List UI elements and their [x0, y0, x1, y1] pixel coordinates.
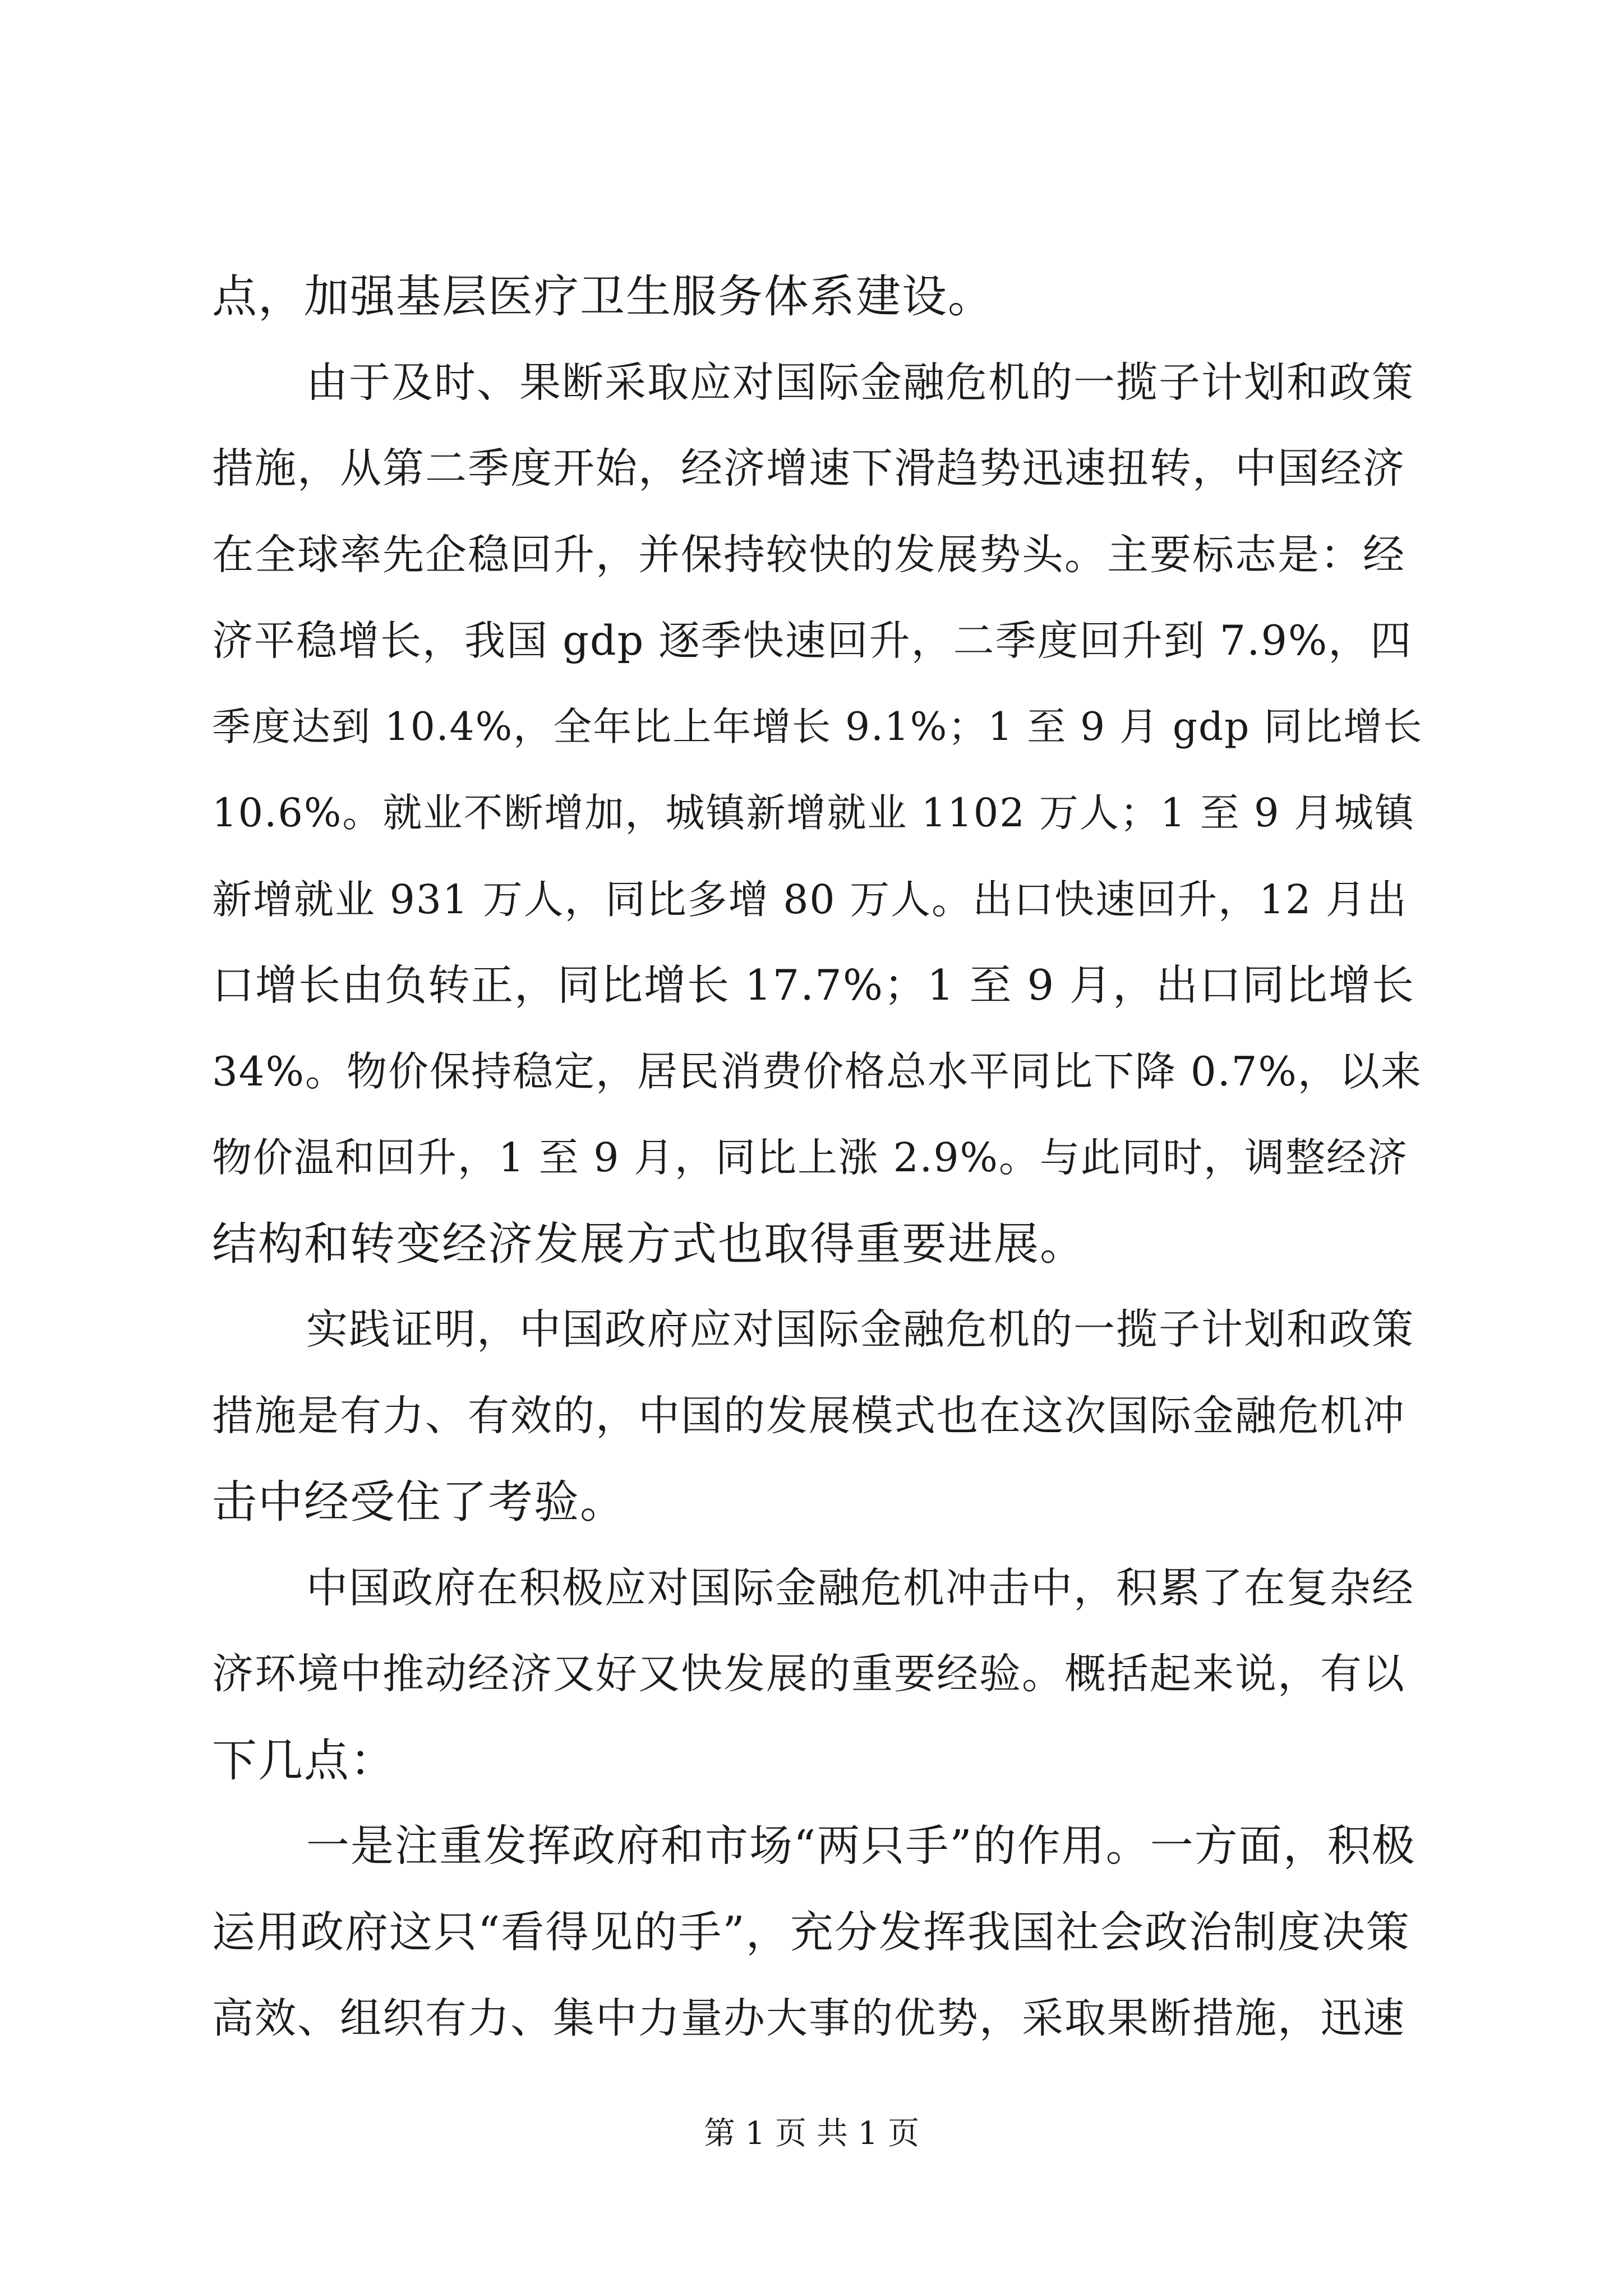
text-line: 10.6%。就业不断增加，城镇新增就业 1102 万人；1 至 9 月城镇 — [212, 790, 1415, 836]
text-line: 新增就业 931 万人，同比多增 80 万人。出口快速回升，12 月出 — [212, 876, 1408, 923]
text-line: 在全球率先企稳回升，并保持较快的发展势头。主要标志是：经 — [212, 530, 1405, 579]
text-line: 结构和转变经济发展方式也取得重要进展。 — [212, 1217, 1086, 1270]
text-line: 季度达到 10.4%，全年比上年增长 9.1%；1 至 9 月 gdp 同比增长 — [212, 704, 1423, 749]
text-line: 措施，从第二季度开始，经济增速下滑趋势迅速扭转，中国经济 — [212, 444, 1405, 493]
text-line: 击中经受住了考验。 — [212, 1476, 626, 1528]
text-line: 济平稳增长，我国 gdp 逐季快速回升，二季度回升到 7.9%，四 — [212, 617, 1413, 665]
text-line: 口增长由负转正，同比增长 17.7%；1 至 9 月，出口同比增长 — [212, 960, 1415, 1010]
text-line: 点，加强基层医疗卫生服务体系建设。 — [212, 270, 994, 323]
text-line: 实践证明，中国政府应对国际金融危机的一揽子计划和政策 — [306, 1305, 1414, 1354]
page-footer: 第 1 页 共 1 页 — [703, 2115, 920, 2152]
text-line: 物价温和回升，1 至 9 月，同比上涨 2.9%。与此同时，调整经济 — [212, 1134, 1408, 1181]
text-line: 由于及时、果断采取应对国际金融危机的一揽子计划和政策 — [306, 358, 1414, 407]
text-line: 一是注重发挥政府和市场“两只手”的作用。一方面，积极 — [306, 1821, 1416, 1871]
text-line: 34%。物价保持稳定，居民消费价格总水平同比下降 0.7%，以来 — [212, 1047, 1422, 1095]
text-line: 措施是有力、有效的，中国的发展模式也在这次国际金融危机冲 — [212, 1391, 1405, 1440]
text-line: 济环境中推动经济又好又快发展的重要经验。概括起来说，有以 — [212, 1650, 1405, 1698]
text-line: 运用政府这只“看得见的手”，充分发挥我国社会政治制度决策 — [212, 1907, 1410, 1958]
text-line: 中国政府在积极应对国际金融危机冲击中，积累了在复杂经 — [306, 1563, 1414, 1612]
text-line: 下几点： — [212, 1734, 396, 1787]
text-line: 高效、组织有力、集中力量办大事的优势，采取果断措施，迅速 — [212, 1994, 1405, 2042]
document-body — [212, 254, 1423, 2062]
